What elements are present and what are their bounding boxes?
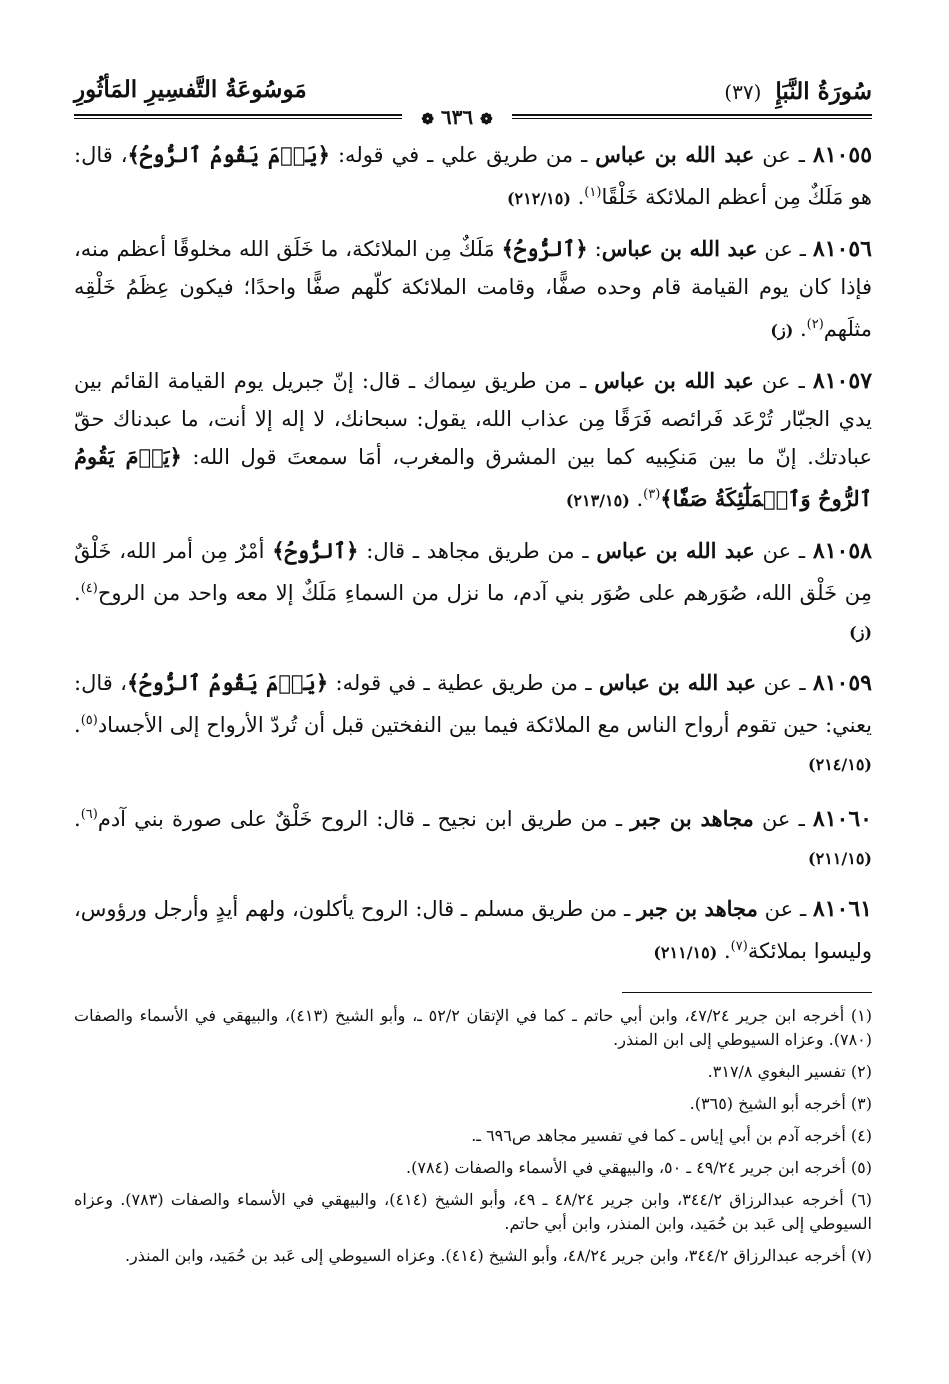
- entry-end: .: [793, 317, 807, 341]
- entry-end: .: [570, 185, 585, 209]
- quran-verse: ﴿يَوۡمَ يَقُومُ ٱلرُّوحُ﴾: [126, 670, 329, 695]
- ornament-icon: ❁: [480, 110, 493, 128]
- entry: [74, 136, 872, 218]
- footnote-marker: (١): [584, 185, 602, 200]
- volume-reference: (ز): [849, 623, 872, 642]
- footnote: (٢) تفسير البغوي ٣١٧/٨.: [707, 1062, 872, 1081]
- entry-dash: ـ عن: [756, 671, 813, 695]
- narrator-name: عبد الله بن عباس: [601, 236, 758, 261]
- narrator-name: عبد الله بن عباس: [595, 142, 755, 167]
- footnote-marker: (٣): [643, 487, 661, 502]
- entry-number: ٨١٠٥٩: [812, 670, 872, 696]
- volume-reference: (٢١٣/١٥): [565, 491, 630, 510]
- entry: [74, 664, 872, 784]
- entry: [74, 796, 872, 878]
- entry-dash: ـ عن: [753, 369, 813, 393]
- quran-verse: ﴿يَوۡمَ يَقُومُ ٱلرُّوحُ وَٱلۡمَلَٰٓئِكَةُ صَفّٗا﴾: [74, 444, 872, 511]
- footnote-marker: (٤): [80, 581, 98, 596]
- entry-text: مَلَكٌ مِن الملائكة، ما خَلَق الله مخلوقًا أعظم منه، فإذا كان يوم القيامة قام وحده صفًّا، وقامت الملائكة كلّهم صفًّا واحدًا؛ فيكون عِظَمُ خَلْقِه مثلَهم: [74, 237, 872, 341]
- quran-verse: ﴿يَوۡمَ يَقُومُ ٱلرُّوحُ﴾: [127, 142, 330, 167]
- footnote-marker: (٦): [80, 807, 98, 822]
- entry-number: ٨١٠٦١: [812, 896, 872, 922]
- narrator-name: عبد الله بن عباس: [598, 670, 757, 695]
- entry-text: أمْرٌ مِن أمر الله، خَلْقٌ مِن خَلْق الله، صُوَرهم على صُوَر بني آدم، ما نزل من السماءِ مَلَكٌ إلا معه واحد من الروح: [74, 539, 872, 605]
- entry-text: ـ من طريق علي ـ في قوله:: [329, 143, 596, 167]
- entry: [74, 362, 872, 520]
- volume-reference: (٢١١/١٥): [808, 849, 872, 868]
- entry-number: ٨١٠٥٥: [812, 142, 873, 168]
- narrator-name: مجاهد بن جبر: [630, 806, 754, 831]
- entry-end: .: [74, 713, 81, 737]
- footnote-marker: (٧): [730, 939, 748, 954]
- entry-text: ـ من طريق مسلم ـ قال: الروح يأكلون، ولهم أيدٍ وأرجل ورؤوس، وليسوا بملائكة: [74, 897, 872, 963]
- entry-number: ٨١٠٥٧: [812, 368, 873, 394]
- footnote: (٦) أخرجه عبدالرزاق ٣٤٤/٢، وابن جرير ٤٨/٢٤ ـ ٤٩، وأبو الشيخ (٤١٤)، والبيهقي في الأسماء والصفات (٧٨٣). وعزاه السيوطي إلى عَبد بن حُمَيد، وابن المنذر، وابن أبي حاتم.: [74, 1190, 873, 1233]
- footnote-separator: [622, 992, 872, 993]
- narrator-name: مجاهد بن جبر: [636, 896, 758, 921]
- entry-number: ٨١٠٦٠: [812, 806, 872, 832]
- entry-end: .: [74, 807, 81, 831]
- page-number: [402, 104, 512, 130]
- entry-dash: ـ عن: [754, 539, 813, 563]
- narrator-name: عبد الله بن عباس: [594, 368, 754, 393]
- entry-dash: ـ عن: [757, 897, 813, 921]
- footnote: (٧) أخرجه عبدالرزاق ٣٤٤/٢، وابن جرير ٤٨/٢٤، وأبو الشيخ (٤١٤). وعزاه السيوطي إلى عَبد بن حُمَيد، وابن المنذر.: [124, 1246, 872, 1265]
- footnote: (١) أخرجه ابن جرير ٤٧/٢٤، وابن أبي حاتم ـ كما في الإتقان ٥٢/٢ ـ، وأبو الشيخ (٤١٣)، والبيهقي في الأسماء والصفات (٧٨٠). وعزاه السيوطي إلى ابن المنذر.: [74, 1006, 873, 1049]
- entry-text: ـ من طريق عطية ـ في قوله:: [328, 671, 599, 695]
- main-text: [74, 136, 872, 984]
- entry-end: .: [629, 487, 644, 511]
- entry-text: ـ من طريق ابن نجيح ـ قال: الروح خَلْقٌ على صورة بني آدم: [97, 807, 631, 831]
- entry-end: .: [717, 939, 731, 963]
- surah-title: [724, 78, 872, 105]
- entry-text: ، قال: هو مَلَكٌ مِن أعظم الملائكة خَلْقًا: [74, 143, 872, 209]
- volume-reference: (٢١٢/١٥): [506, 189, 571, 208]
- entry: [74, 890, 872, 972]
- narrator-name: عبد الله بن عباس: [596, 538, 755, 563]
- entry-dash: ـ عن: [754, 143, 813, 167]
- footnote: (٤) أخرجه آدم بن أبي إياس ـ كما في تفسير مجاهد ص٦٩٦ ـ.: [471, 1126, 872, 1145]
- quran-verse: ﴿ٱلرُّوحُ﴾: [501, 236, 588, 261]
- entry-text: :: [587, 237, 602, 261]
- entry-dash: ـ عن: [753, 807, 813, 831]
- entry-end: .: [74, 581, 81, 605]
- entry-number: ٨١٠٥٦: [812, 236, 872, 262]
- surah-name: سُورَةُ النَّبَإِ: [775, 78, 872, 105]
- footnotes: [74, 1004, 872, 1276]
- entry-text: ـ من طريق مجاهد ـ قال:: [358, 539, 597, 563]
- footnote-marker: (٥): [80, 713, 98, 728]
- footnote-marker: (٢): [806, 317, 824, 332]
- volume-reference: (٢١٤/١٥): [808, 755, 872, 774]
- entry-text: ـ من طريق سِماك ـ قال: إنّ جبريل يوم القيامة القائم بين يدي الجبّار تُرْعَد فَرائصه فَرَقًا مِن عذاب الله، يقول: سبحانك، لا إله إلا أنت، ما عبدناك حقّ عبادتك. إنّ ما بين مَنكِبيه كما بين المشرق والمغرب، أمَا سمعتَ قول الله:: [74, 369, 872, 469]
- footnote: (٣) أخرجه أبو الشيخ (٣٦٥).: [689, 1094, 872, 1113]
- entry: [74, 230, 872, 350]
- entry-text: ، قال: يعني: حين تقوم أرواح الناس مع الملائكة فيما بين النفختين قبل أن تُردّ الأرواح إلى الأجساد: [74, 671, 872, 737]
- book-title: مَوسُوعَةُ التَّفسِيرِ المَأثُورِ: [74, 76, 307, 103]
- surah-number: (٣٧): [724, 80, 762, 104]
- entry-dash: ـ عن: [757, 237, 813, 261]
- volume-reference: (٢١١/١٥): [653, 943, 718, 962]
- footnote: (٥) أخرجه ابن جرير ٤٩/٢٤ ـ ٥٠، والبيهقي في الأسماء والصفات (٧٨٤).: [406, 1158, 872, 1177]
- page-number-text: ٦٣٦: [440, 105, 474, 129]
- ornament-icon: ❁: [421, 110, 434, 128]
- entry: [74, 532, 872, 652]
- entry-number: ٨١٠٥٨: [812, 538, 872, 564]
- volume-reference: (ز): [770, 321, 794, 340]
- quran-verse: ﴿ٱلرُّوحُ﴾: [272, 538, 359, 563]
